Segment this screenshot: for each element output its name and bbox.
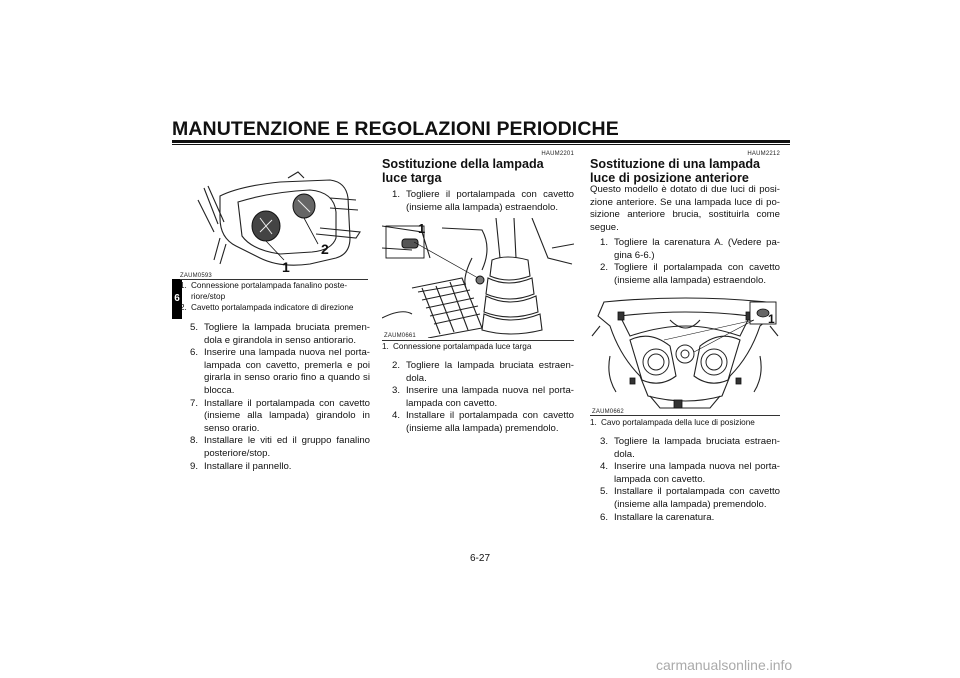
list-item: 1. Togliere la carenatura A. (Vedere pa-gina 6-6.): [599, 237, 780, 261]
list-item: 9. Installare il pannello.: [189, 460, 292, 472]
steps-col2-top: [382, 189, 574, 214]
list-item: 2. Togliere il portalampada con cavetto (insieme alla lampada) estraendolo.: [599, 262, 780, 286]
list-item: 5. Installare il portalampada con cavetto (insieme alla lampada) premendolo.: [599, 486, 780, 510]
front-fairing-figure: [590, 296, 780, 414]
callout-2: 2: [321, 241, 329, 257]
figure-code: ZAUM0662: [592, 409, 624, 415]
list-item: 4. Installare il portalampada con cavetto (insieme alla lampada) premendolo.: [391, 410, 574, 434]
list-item: 7. Installare il portalampada con cavetto (insieme alla lampada) girandolo in senso orario.: [189, 397, 370, 434]
list-item: 1. Togliere il portalampada con cavetto (insieme alla lampada) estraendolo.: [391, 189, 574, 213]
section-code: HAUM2212: [747, 151, 780, 157]
callout-1: 1: [418, 221, 426, 236]
list-item: 2. Togliere la lampada bruciata estraen-dola.: [391, 360, 574, 384]
list-item: 3. Inserire una lampada nuova nel porta-lampada con cavetto.: [391, 385, 574, 409]
figure-rule: [590, 415, 780, 416]
steps-col3: [590, 436, 780, 524]
list-item: 5. Togliere la lampada bruciata premen-dola e girandola in senso antiorario.: [189, 322, 370, 346]
figure-caption: 1. Connessione portalampada fanalino poste-riore/stop 2. Cavetto portalampada indicatore di direzione: [180, 281, 354, 313]
page-title: MANUTENZIONE E REGOLAZIONI PERIODICHE: [172, 118, 619, 140]
figure-rule: [382, 340, 574, 341]
steps-col2: [382, 360, 574, 436]
list-item: 8. Installare le viti ed il gruppo fanalino posteriore/stop.: [189, 435, 370, 459]
steps-col1: [180, 322, 370, 473]
figure-caption: 1. Connessione portalampada luce targa: [382, 342, 532, 351]
figure-rule: [180, 279, 368, 280]
intro-paragraph: Questo modello è dotato di due luci di posi-zione anteriore. Se una lampada luce di po-sizione anteriore brucia, sostituirla come segue.: [590, 184, 780, 233]
license-light-figure: [382, 218, 574, 338]
watermark: carmanualsonline.info: [656, 657, 793, 673]
callout-1: 1: [768, 312, 775, 326]
chapter-tab: 6: [172, 279, 182, 319]
section-heading: Sostituzione di una lampada luce di posizione anteriore: [590, 157, 761, 185]
page-number: 6-27: [469, 553, 490, 564]
list-item: 3. Togliere la lampada bruciata estraen-dola.: [599, 436, 780, 460]
title-rule-thin: [172, 144, 790, 145]
section-heading: Sostituzione della lampada luce targa: [382, 157, 544, 185]
figure-code: ZAUM0661: [384, 333, 416, 339]
callout-1: 1: [282, 259, 290, 275]
figure-caption: 1. Cavo portalampada della luce di posizione: [590, 418, 755, 427]
list-item: 6. Inserire una lampada nuova nel porta-lampada con cavetto, premerla e poi girarla in senso orario fino a quando si blocca.: [189, 347, 370, 396]
steps-col3-top: [590, 237, 780, 287]
title-rule: [172, 140, 790, 143]
figure-code: ZAUM0593: [180, 273, 212, 279]
list-item: 6. Installare la carenatura.: [599, 511, 715, 523]
tail-light-figure: [180, 168, 368, 280]
section-code: HAUM2201: [541, 151, 574, 157]
list-item: 4. Inserire una lampada nuova nel porta-lampada con cavetto.: [599, 461, 780, 485]
